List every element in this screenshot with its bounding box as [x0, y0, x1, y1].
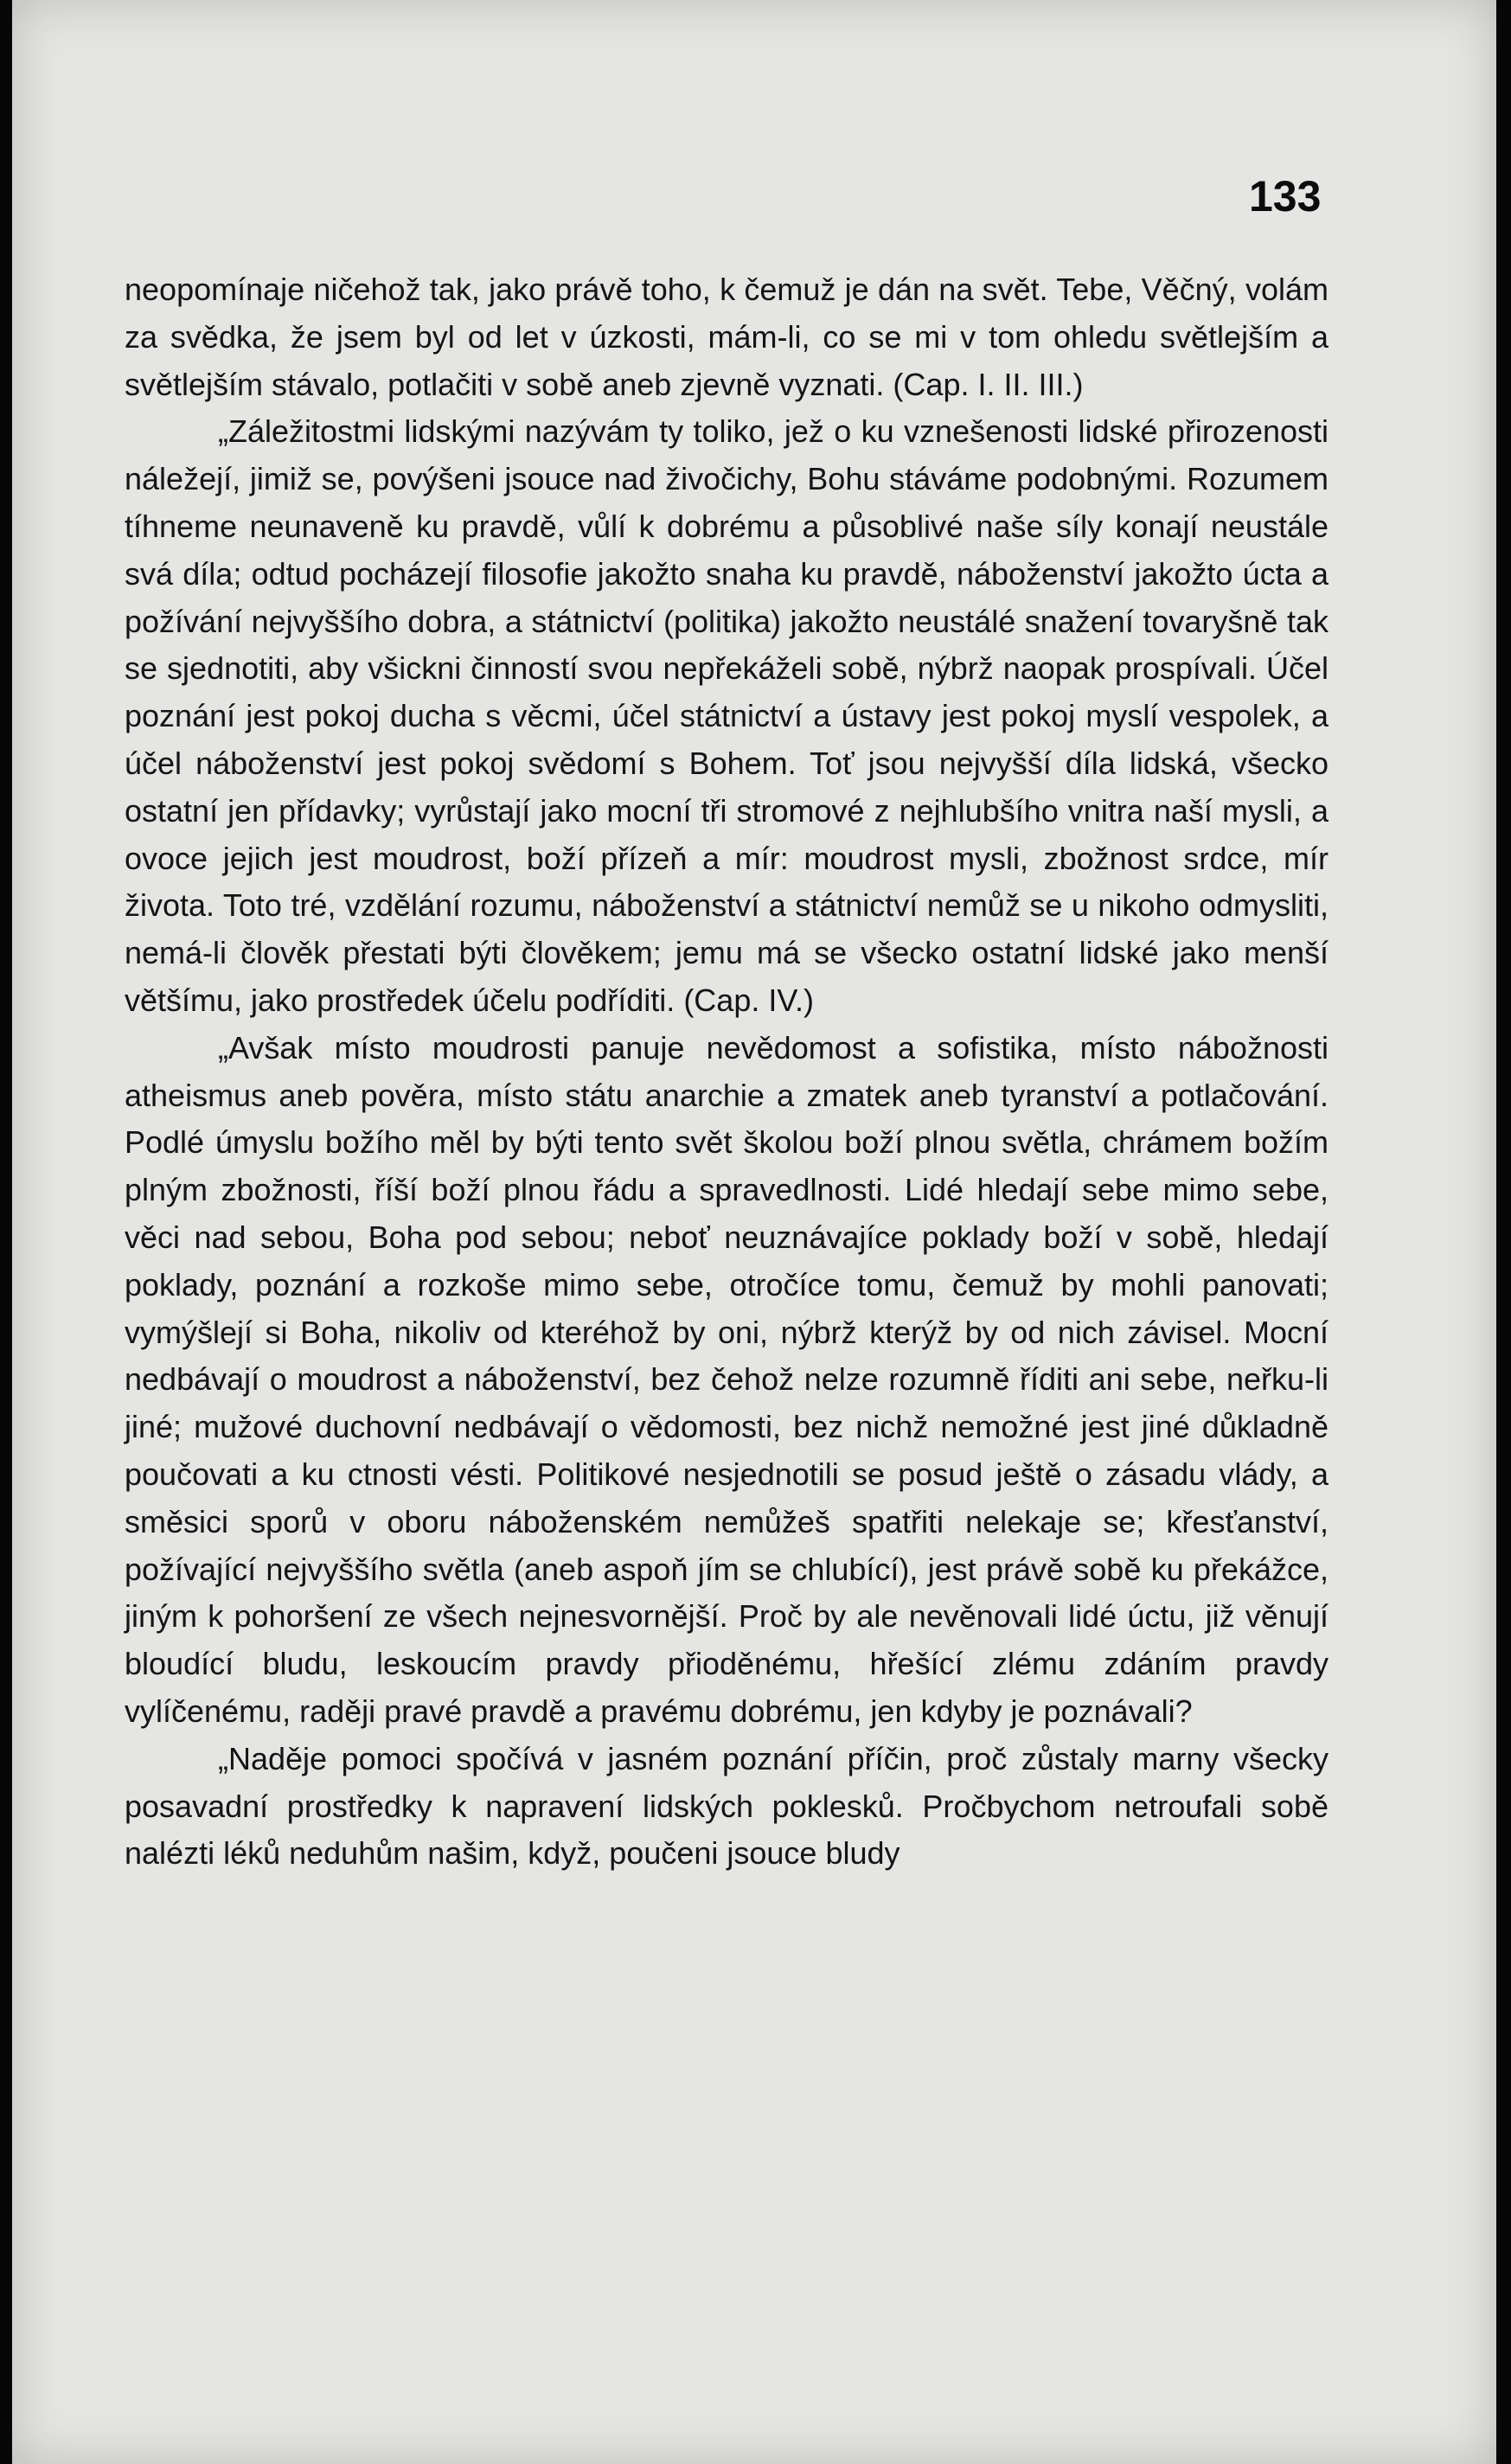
page-number: 133	[1249, 172, 1322, 221]
body-text	[125, 266, 1329, 1878]
paragraph-1: neopomínaje ničehož tak, jako právě toho, k čemuž je dán na svět. Tebe, Věčný, volám za svědka, že jsem byl od let v úzkosti, mám-li, co se mi v tom ohledu světlejším a světlejším stávalo, potlačiti v sobě aneb zjevně vyznati. (Cap. I. II. III.)	[125, 272, 1329, 402]
paragraph-2: „Záležitostmi lidskými nazývám ty toliko, jež o ku vznešenosti lidské přirozenosti náležejí, jimiž se, povýšeni jsouce nad živočichy, Bohu stáváme podobnými. Rozumem tíhneme neunaveně ku pravdě, vůlí k dobrému a působlivé naše síly konají neustále svá díla; odtud pocházejí filosofie jakožto snaha ku pravdě, náboženství jakožto úcta a požívání nejvyššího dobra, a státnictví (politika) jakožto neustálé snažení tovaryšně tak se sjednotiti, aby všickni činností svou nepřekáželi sobě, nýbrž naopak prospívali. Účel poznání jest pokoj ducha s věcmi, účel státnictví a ústavy jest pokoj myslí vespolek, a účel náboženství jest pokoj svědomí s Bohem. Toť jsou nejvyšší díla lidská, všecko ostatní jen přídavky; vyrůstají jako mocní tři stromové z nejhlubšího vnitra naší mysli, a ovoce jejich jest moudrost, boží přízeň a mír: moudrost mysli, zbožnost srdce, mír života. Toto tré, vzdělání rozumu, náboženství a státnictví nemůž se u nikoho odmysliti, nemá-li člověk přestati býti člověkem; jemu má se všecko ostatní lidské jako menší většímu, jako prostředek účelu podříditi. (Cap. IV.)	[125, 413, 1329, 1018]
paragraph-3: „Avšak místo moudrosti panuje nevědomost a sofistika, místo nábožnosti atheismus aneb pověra, místo státu anarchie a zmatek aneb tyranství a potlačování. Podlé úmyslu božího měl by býti tento svět školou boží plnou světla, chrámem božím plným zbožnosti, říší boží plnou řádu a spravedlnosti. Lidé hledají sebe mimo sebe, věci nad sebou, Boha pod sebou; neboť neuznávajíce poklady boží v sobě, hledají poklady, poznání a rozkoše mimo sebe, otročíce tomu, čemuž by mohli panovati; vymýšlejí si Boha, nikoliv od kteréhož by oni, nýbrž kterýž by od nich závisel. Mocní nedbávají o moudrost a náboženství, bez čehož nelze rozumně říditi ani sebe, neřku-li jiné; mužové duchovní nedbávají o vědomosti, bez nichž nemožné jest jiné důkladně poučovati a ku ctnosti vésti. Politikové nesjednotili se posud ještě o zásadu vlády, a směsici sporů v oboru náboženském nemůžeš spatřiti nelekaje se; křesťanství, požívající nejvyššího světla (aneb aspoň jím se chlubící), jest právě sobě ku překážce, jiným k pohoršení ze všech nejnesvornější. Proč by ale nevěnovali lidé úctu, již věnují bloudící bludu, leskoucím pravdy přioděnému, hřešící zlému zdáním pravdy vylíčenému, raději pravé pravdě a pravému dobrému, jen kdyby je poznávali?	[125, 1029, 1329, 1729]
book-page	[12, 0, 1496, 2464]
paragraph-4: „Naděje pomoci spočívá v jasném poznání příčin, proč zůstaly marny všecky posavadní prostředky k napravení lidských poklesků. Pročbychom netroufali sobě nalézti léků neduhům našim, když, poučeni jsouce bludy	[125, 1740, 1329, 1872]
